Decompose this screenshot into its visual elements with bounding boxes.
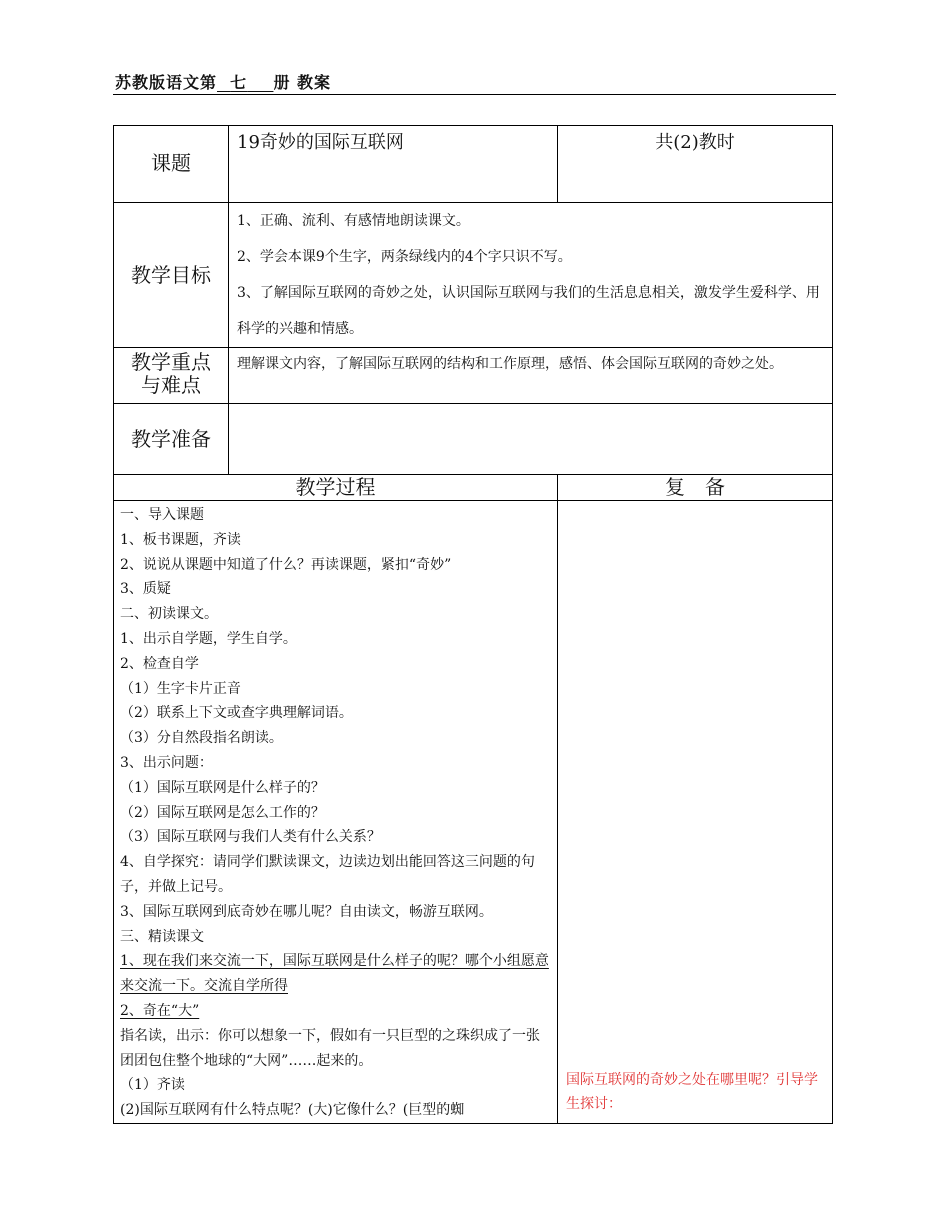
page-header xyxy=(113,68,836,95)
prep-label: 教学准备 xyxy=(114,404,229,475)
focus-row xyxy=(114,348,833,404)
period-count: 共(2)教时 xyxy=(558,126,833,203)
process-line: 2、检查自学 xyxy=(120,655,199,672)
process-row xyxy=(114,501,833,1124)
process-line: 2、说说从课题中知道了什么？再读课题，紧扣“奇妙” xyxy=(120,556,452,573)
process-line: 1、板书课题，齐读 xyxy=(120,531,241,548)
title-label: 课题 xyxy=(114,126,229,203)
process-line: 二、初读课文。 xyxy=(120,606,218,623)
header-prefix: 苏教版语文第 xyxy=(115,73,218,92)
review-label: 复 备 xyxy=(558,475,833,501)
process-line: （3）国际互联网与我们人类有什么关系？ xyxy=(120,829,381,846)
process-line: 3、国际互联网到底奇妙在哪儿呢？自由读文，畅游互联网。 xyxy=(120,903,493,920)
focus-content: 理解课文内容，了解国际互联网的结构和工作原理，感悟、体会国际互联网的奇妙之处。 xyxy=(229,348,833,404)
header-text xyxy=(115,70,331,93)
process-content xyxy=(114,501,558,1124)
goals-content xyxy=(229,203,833,348)
process-line: （1）齐读 xyxy=(120,1077,185,1094)
process-line: 1、出示自学题，学生自学。 xyxy=(120,630,297,647)
prep-content xyxy=(229,404,833,475)
process-line: 3、质疑 xyxy=(120,581,171,598)
focus-label-line: 与难点 xyxy=(141,373,201,397)
goal-item: 3、了解国际互联网的奇妙之处，认识国际互联网与我们的生活息息相关，激发学生爱科学、用科学的兴趣和情感。 xyxy=(237,285,820,337)
process-line: （1）国际互联网是什么样子的？ xyxy=(120,779,325,796)
header-suffix: 册 教案 xyxy=(273,73,332,92)
title-row xyxy=(114,126,833,203)
lesson-title: 19奇妙的国际互联网 xyxy=(229,126,558,203)
lesson-plan-table xyxy=(113,125,833,1124)
process-line: 指名读，出示：你可以想象一下，假如有一只巨型的之珠织成了一张团团包住整个地球的“大网”……起来的。 xyxy=(120,1027,540,1069)
process-line: 一、导入课题 xyxy=(120,507,204,523)
section-head-row xyxy=(114,475,833,501)
process-line: （2）国际互联网是怎么工作的？ xyxy=(120,804,325,821)
header-volume: 七 xyxy=(230,73,248,92)
process-line: 4、自学探究：请同学们默读课文，边读边划出能回答这三问题的句子，并做上记号。 xyxy=(120,854,535,895)
goals-row xyxy=(114,203,833,348)
focus-label-line: 教学重点 xyxy=(131,350,211,374)
goal-item: 2、学会本课9个生字，两条绿线内的4个字只识不写。 xyxy=(237,249,572,265)
focus-label xyxy=(114,348,229,404)
process-line: （1）生字卡片正音 xyxy=(120,680,241,697)
prep-row xyxy=(114,404,833,475)
process-line: 三、精读课文 xyxy=(120,928,204,945)
goals-label: 教学目标 xyxy=(114,203,229,348)
process-line-underlined: 1、现在我们来交流一下，国际互联网是什么样子的呢？哪个小组愿意来交流一下。交流自学所得 xyxy=(120,953,549,995)
process-label: 教学过程 xyxy=(114,475,558,501)
review-content xyxy=(558,501,833,1124)
process-line: （2）联系上下文或查字典理解词语。 xyxy=(120,705,353,722)
review-note: 国际互联网的奇妙之处在哪里呢？引导学生探讨： xyxy=(566,1072,818,1112)
process-line-underlined: 2、奇在“大” xyxy=(120,1002,200,1019)
goal-item: 1、正确、流利、有感情地朗读课文。 xyxy=(237,213,470,229)
process-line: (2)国际互联网有什么特点呢？(大)它像什么？(巨型的蜘 xyxy=(120,1102,465,1119)
process-line: （3）分自然段指名朗读。 xyxy=(120,730,283,747)
process-line: 3、出示问题： xyxy=(120,754,213,771)
header-volume-blank xyxy=(217,70,273,93)
